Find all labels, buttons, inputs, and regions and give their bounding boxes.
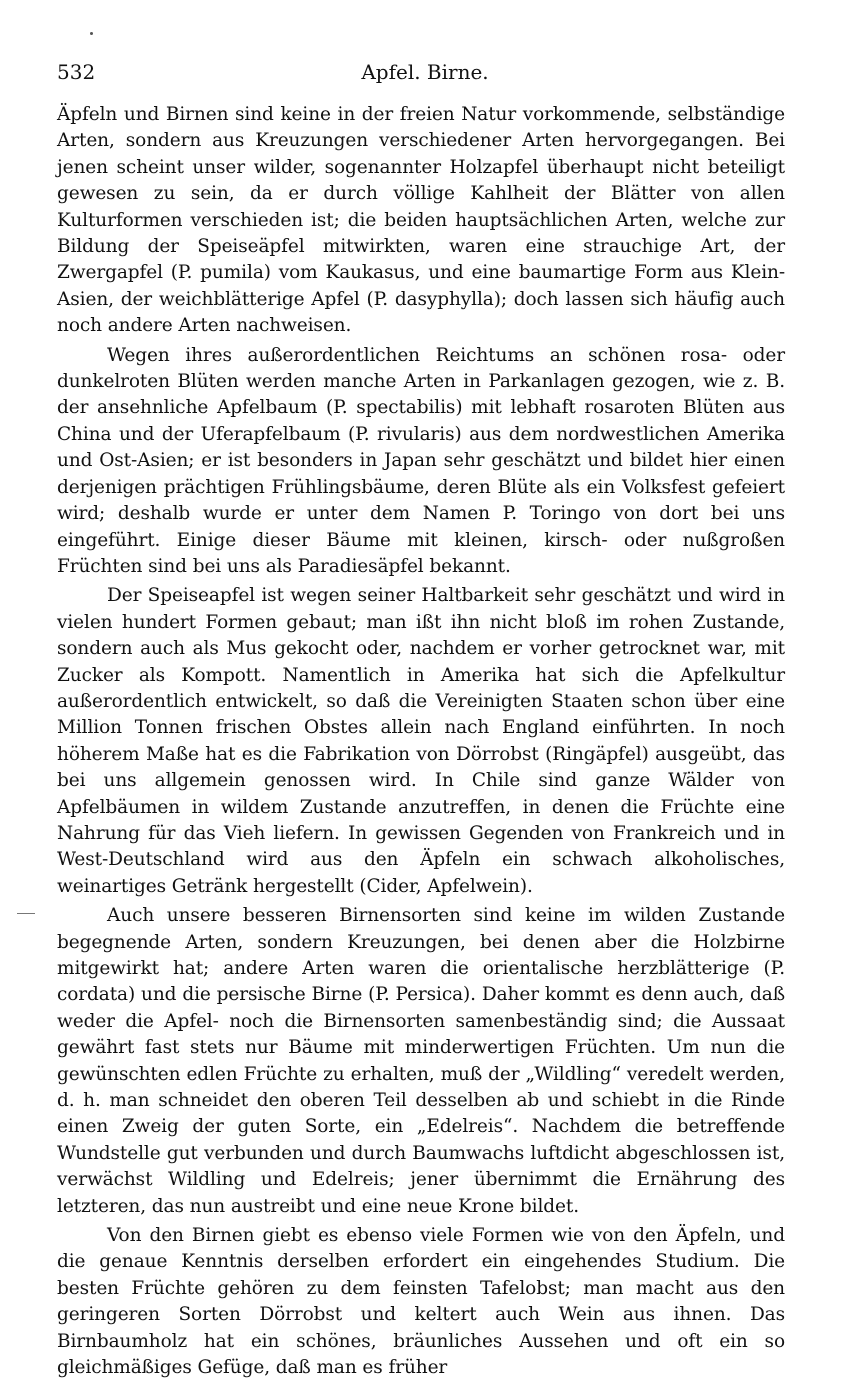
paragraph-pear-varieties: Auch unsere besseren Birnensorten sind keine im wilden Zustande begegnende Arten, sondern Kreuzungen, bei denen aber die Holzbirne mitgewirkt hat; andere Arten waren die orientalische herzblätterige (P. cordata) und die persische Birne (P. Persica). Daher kommt es denn auch, daß weder die Apfel- noch die Birnensorten samenbeständig sind; die Aussaat gewährt fast stets nur Bäume mit minderwertigen Früchten. Um nun die gewünschten edlen Früchte zu erhalten, muß der „Wildling“ veredelt werden, d. h. man schneidet den oberen Teil desselben ab und schiebt in die Rinde einen Zweig der guten Sorte, ein „Edelreis“. Nachdem die betreffende Wundstelle gut verbunden und durch Baumwachs luftdicht abgeschlossen ist, verwächst Wildling und Edelreis; jener übernimmt die Ernährung des letzteren, das nun austreibt und eine neue Krone bildet. [57, 905, 785, 1217]
body-text [57, 102, 785, 1385]
running-title: Apfel. Birne. [361, 60, 489, 84]
paragraph-apples-origin: Äpfeln und Birnen sind keine in der freien Natur vorkommende, selbständige Arten, sondern aus Kreuzungen verschiedener Arten hervorgegangen. Bei jenen scheint unser wilder, sogenannter Holzapfel überhaupt nicht beteiligt gewesen zu sein, da er durch völlige Kahlheit der Blätter von allen Kulturformen verschieden ist; die beiden hauptsächlichen Arten, welche zur Bildung der Speiseäpfel mitwirkten, waren eine strauchige Art, der Zwergapfel (P. pumila) vom Kaukasus, und eine baumartige Form aus Klein-Asien, der weichblätterige Apfel (P. dasyphylla); doch lassen sich häufig auch noch andere Arten nachweisen. [57, 104, 785, 337]
page-number: 532 [57, 60, 96, 84]
print-speck [90, 32, 93, 35]
margin-mark [17, 913, 35, 914]
paragraph-ornamental-apples: Wegen ihres außerordentlichen Reichtums an schönen rosa- oder dunkelroten Blüten werden manche Arten in Parkanlagen gezogen, wie z. B. der ansehnliche Apfelbaum (P. spectabilis) mit lebhaft rosaroten Blüten aus China und der Uferapfelbaum (P. rivularis) aus dem nordwestlichen Amerika und Ost-Asien; er ist besonders in Japan sehr geschätzt und bildet hier einen derjenigen prächtigen Frühlingsbäume, deren Blüte als ein Volksfest gefeiert wird; deshalb wurde er unter dem Namen P. Toringo von dort bei uns eingeführt. Einige dieser Bäume mit kleinen, kirsch- oder nußgroßen Früchten sind bei uns als Paradiesäpfel bekannt. [57, 344, 785, 577]
paragraph-eating-apple: Der Speiseapfel ist wegen seiner Haltbarkeit sehr geschätzt und wird in vielen hundert Formen gebaut; man ißt ihn nicht bloß im rohen Zustande, sondern auch als Mus gekocht oder, nachdem er vorher getrocknet war, mit Zucker als Kompott. Namentlich in Amerika hat sich die Apfelkultur außerordentlich entwickelt, so daß die Vereinigten Staaten schon über eine Million Tonnen frischen Obstes allein nach England einführten. In noch höherem Maße hat es die Fabrikation von Dörrobst (Ringäpfel) ausgeübt, das bei uns allgemein genossen wird. In Chile sind ganze Wälder von Apfelbäumen in wildem Zustande anzutreffen, in denen die Früchte eine Nahrung für das Vieh liefern. In gewissen Gegenden von Frankreich und in West-Deutschland wird aus den Äpfeln ein schwach alkoholisches, weinartiges Getränk hergestellt (Cider, Apfelwein). [57, 585, 785, 897]
paragraph-pear-uses: Von den Birnen giebt es ebenso viele Formen wie von den Äpfeln, und die genaue Kenntnis derselben erfordert ein eingehendes Studium. Die besten Früchte gehören zu dem feinsten Tafelobst; man macht aus den geringeren Sorten Dörrobst und keltert auch Wein aus ihnen. Das Birnbaumholz hat ein schönes, bräunliches Aussehen und oft ein so gleichmäßiges Gefüge, daß man es früher [57, 1225, 785, 1379]
